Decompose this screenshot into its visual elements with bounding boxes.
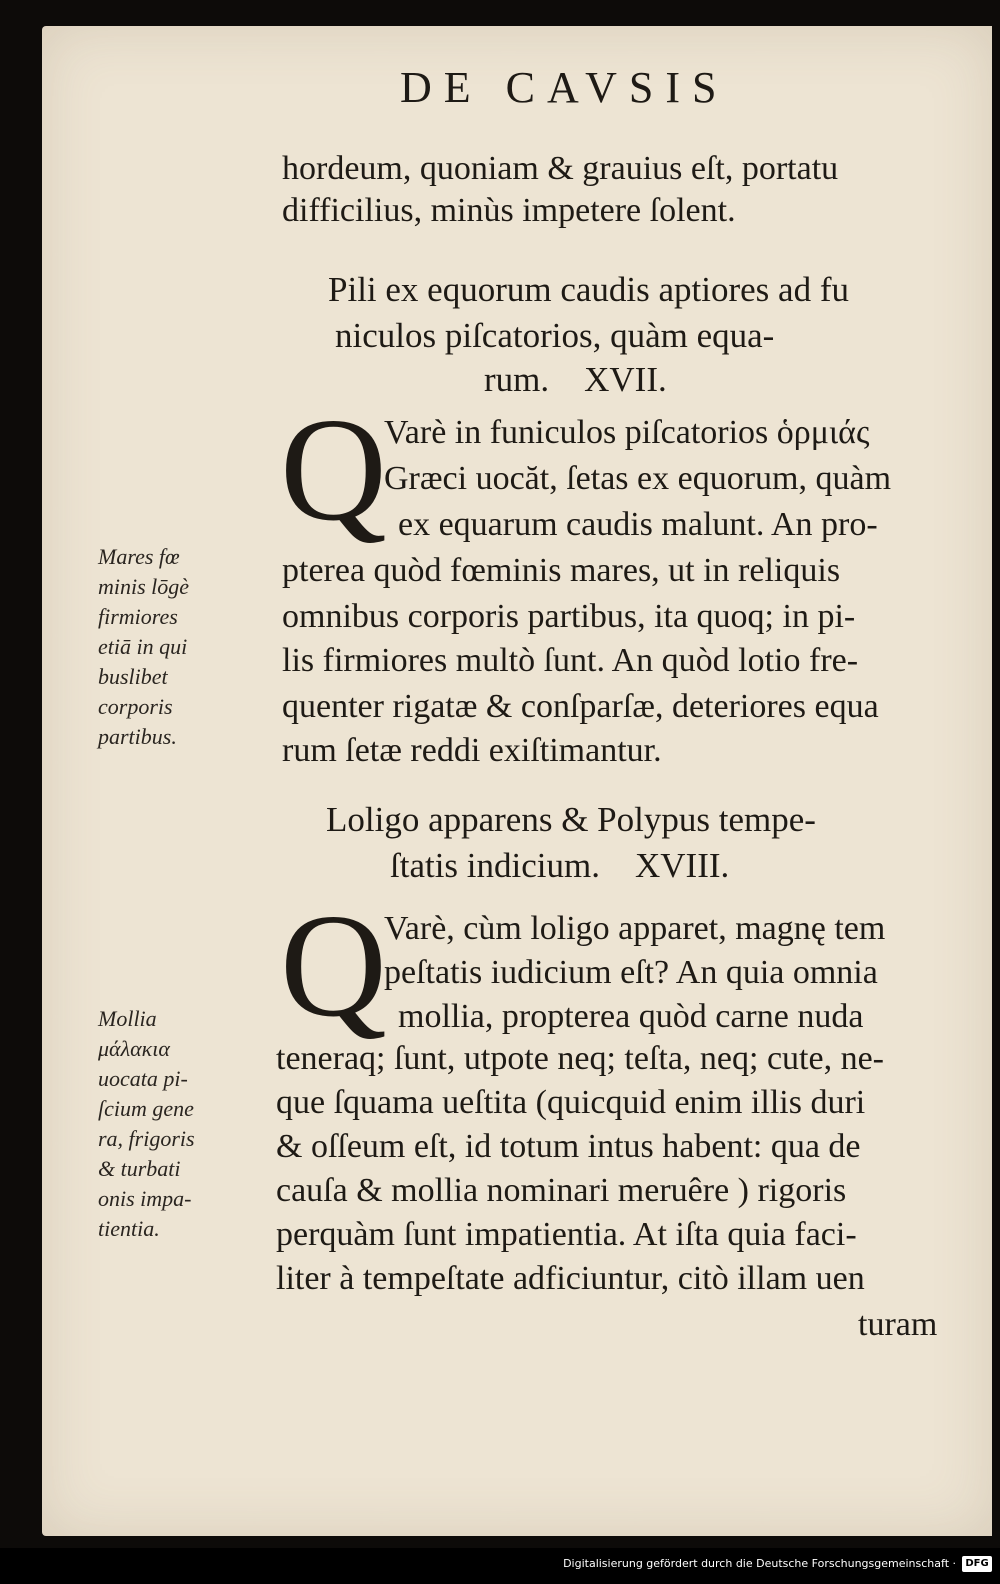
- section-17-line: rum ſetæ reddi exiſtimantur.: [282, 732, 662, 769]
- section-18-title-line-2: ſtatis indicium. XVIII.: [390, 846, 730, 885]
- footer-credit: Digitalisierung gefördert durch die Deutsche Forschungsgemeinschaft ·: [563, 1557, 956, 1570]
- margin-note-line: tientia.: [98, 1216, 160, 1241]
- section-17-title-line-1: Pili ex equorum caudis aptiores ad fu: [328, 270, 849, 309]
- margin-note-17: [98, 542, 189, 752]
- margin-note-line: onis impa-: [98, 1186, 192, 1211]
- section-17-title-line-2: niculos piſcatorios, quàm equa-: [335, 316, 775, 355]
- section-18-line: cauſa & mollia nominari meruêre ) rigoris: [276, 1172, 847, 1209]
- margin-note-line: firmiores: [98, 604, 178, 629]
- intro-line-1: hordeum, quoniam & grauius eſt, portatu: [282, 150, 839, 187]
- footer-bar: [0, 1548, 1000, 1584]
- margin-note-line: ra, frigoris: [98, 1126, 195, 1151]
- section-17-line: Græci uocăt, ſetas ex equorum, quàm: [384, 460, 892, 497]
- margin-note-line: etiā in qui: [98, 634, 188, 659]
- drop-cap-q: Q: [280, 884, 387, 1048]
- margin-note-18: [98, 1004, 195, 1244]
- intro-line-2: difficilius, minùs impetere ſolent.: [282, 192, 736, 229]
- section-18-line: Varè, cùm loligo apparet, magnę tem: [384, 910, 886, 947]
- section-18-line: mollia, propterea quòd carne nuda: [398, 998, 864, 1035]
- margin-note-line: corporis: [98, 694, 173, 719]
- section-18-line: perquàm ſunt impatientia. At iſta quia faci-: [276, 1216, 857, 1253]
- section-18-line: liter à tempeſtate adficiuntur, citò illam uen: [276, 1260, 865, 1297]
- section-17-line: lis firmiores multò ſunt. An quòd lotio fre-: [282, 642, 859, 679]
- margin-note-line: μάλακια: [98, 1036, 170, 1061]
- margin-note-line: Mollia: [98, 1006, 157, 1031]
- running-header: DE CAVSIS: [400, 63, 729, 112]
- drop-cap-q: Q: [280, 388, 387, 552]
- section-17-line: ex equarum caudis malunt. An pro-: [398, 506, 878, 543]
- margin-note-line: ſcium gene: [98, 1096, 194, 1121]
- section-17-line: Varè in funiculos piſcatorios ὁρμιάς: [384, 414, 870, 451]
- margin-note-line: & turbati: [98, 1156, 181, 1181]
- section-18-line: teneraq; ſunt, utpote neq; teſta, neq; cute, ne-: [276, 1040, 884, 1077]
- section-18-title-line-1: Loligo apparens & Polypus tempe-: [326, 800, 816, 839]
- section-17-line: quenter rigatæ & conſparſæ, deteriores equa: [282, 688, 879, 725]
- margin-note-line: uocata pi-: [98, 1066, 188, 1091]
- margin-note-line: Mares fœ: [98, 544, 180, 569]
- section-17-title-line-3: rum. XVII.: [484, 360, 667, 399]
- section-18-line: que ſquama ueſtita (quicquid enim illis duri: [276, 1084, 866, 1121]
- catchword: turam: [858, 1306, 938, 1343]
- margin-note-line: buslibet: [98, 664, 168, 689]
- section-17-line: omnibus corporis partibus, ita quoq; in pi-: [282, 598, 856, 635]
- section-18-line: & oſſeum eſt, id totum intus habent: qua de: [276, 1128, 861, 1165]
- dfg-logo-icon: DFG: [962, 1556, 992, 1572]
- section-17-line: pterea quòd fœminis mares, ut in reliquis: [282, 552, 841, 589]
- section-18-line: peſtatis iudicium eſt? An quia omnia: [384, 954, 878, 991]
- book-page: [42, 26, 992, 1536]
- margin-note-line: minis lōgè: [98, 574, 190, 599]
- margin-note-line: partibus.: [98, 724, 177, 749]
